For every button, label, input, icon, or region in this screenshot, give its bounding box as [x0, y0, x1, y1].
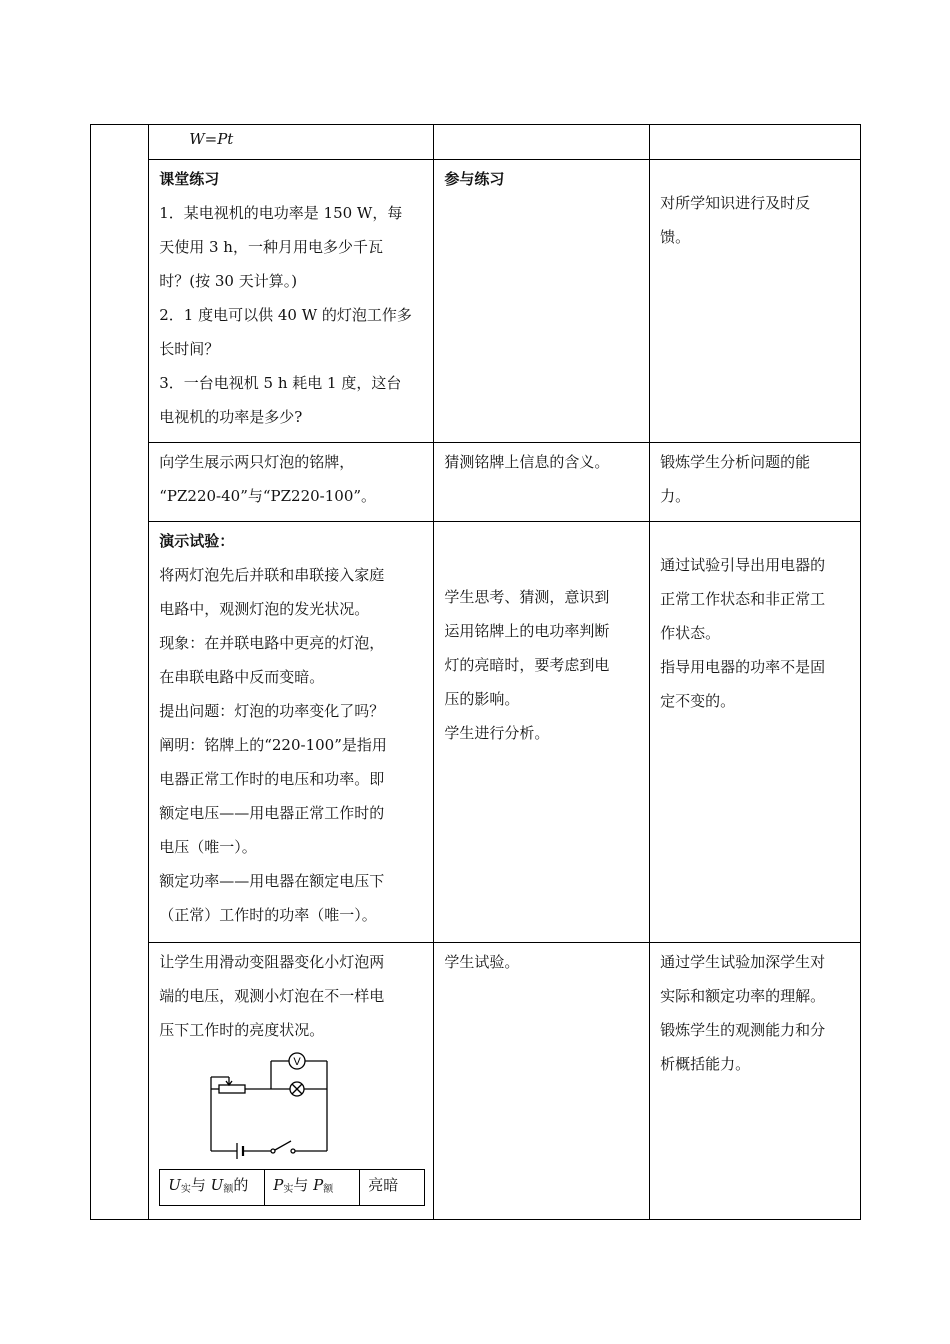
text-line: 学生进行分析。 [444, 724, 550, 742]
table-row [91, 443, 861, 522]
text-line: 端的电压，观测小灯泡在不一样电 [159, 987, 385, 1005]
section-heading: 课堂练习 [159, 170, 220, 188]
header-cell-brightness: 亮暗 [360, 1170, 425, 1206]
text-line: 电器正常工作时的电压和功率。即 [159, 770, 385, 788]
text-line: 向学生展示两只灯泡的铭牌， [159, 453, 355, 471]
text-line: 力。 [660, 487, 691, 505]
stage-column-cell [91, 125, 149, 1220]
rheostat-resistor [219, 1085, 245, 1093]
teacher-cell [149, 160, 434, 443]
brightness-table [159, 1169, 425, 1206]
voltmeter-label: V [293, 1056, 301, 1068]
student-cell [434, 125, 650, 160]
teacher-cell [149, 125, 434, 160]
text-line: 灯的亮暗时，要考虑到电 [444, 656, 610, 674]
text-line: 天使用 3 h，一种月用电多少千瓦 [159, 238, 383, 256]
table-row [91, 160, 861, 443]
switch-lever [275, 1141, 291, 1150]
text-line: 锻炼学生分析问题的能 [660, 453, 811, 471]
student-cell [434, 943, 650, 1220]
table-row [91, 943, 861, 1220]
teacher-cell [149, 443, 434, 522]
text-line: 3．一台电视机 5 h 耗电 1 度，这台 [159, 374, 402, 392]
text-line: 压的影响。 [444, 690, 520, 708]
table-row [91, 125, 861, 160]
text-line: 作状态。 [660, 624, 721, 642]
header-cell-voltage: $U_实$与 $U_额$的 [160, 1170, 265, 1206]
text-line: 额定功率——用电器在额定电压下 [159, 872, 385, 890]
text-line: 对所学知识进行及时反 [660, 194, 811, 212]
text-line: （正常）工作时的功率（唯一）。 [159, 906, 377, 924]
text-line: 2．1 度电可以供 40 W 的灯泡工作多 [159, 306, 412, 324]
student-cell [434, 522, 650, 943]
text-line: 提出问题：灯泡的功率变化了吗？ [159, 702, 385, 720]
teacher-cell [149, 522, 434, 943]
text-line: 长时间？ [159, 340, 220, 358]
text-line: 实际和额定功率的理解。 [660, 987, 826, 1005]
section-heading: 参与练习 [444, 170, 505, 188]
text-line: 额定电压——用电器正常工作时的 [159, 804, 385, 822]
student-cell [434, 160, 650, 443]
circuit-diagram [199, 1051, 329, 1163]
text-line: 指导用电器的功率不是固 [660, 658, 826, 676]
formula-text: W=Pt [189, 130, 234, 148]
lesson-plan-table [90, 124, 861, 1220]
text-line: 电视机的功率是多少? [159, 408, 303, 426]
text-line: 通过试验引导出用电器的 [660, 556, 826, 574]
text-line: 正常工作状态和非正常工 [660, 590, 826, 608]
switch-contact [291, 1149, 295, 1153]
intent-cell [650, 160, 861, 443]
text-line: 运用铭牌上的电功率判断 [444, 622, 610, 640]
text-line: 馈。 [660, 228, 691, 246]
intent-cell [650, 943, 861, 1220]
text-line: 通过学生试验加深学生对 [660, 953, 826, 971]
text-line: 现象：在并联电路中更亮的灯泡， [159, 634, 385, 652]
text-line: 定不变的。 [660, 692, 736, 710]
text-line: “PZ220-40”与“PZ220-100”。 [159, 487, 377, 505]
section-heading: 演示试验： [159, 532, 235, 550]
brightness-table-header [160, 1170, 425, 1206]
text-line: 阐明：铭牌上的“220-100”是指用 [159, 736, 387, 754]
text-line: 压下工作时的亮度状况。 [159, 1021, 325, 1039]
text-line: 时？(按 30 天计算。) [159, 272, 298, 290]
text-line: 电路中，观测灯泡的发光状况。 [159, 600, 370, 618]
table-row [91, 522, 861, 943]
text-line: 1．某电视机的电功率是 150 W，每 [159, 204, 403, 222]
header-cell-power: $P_实$与 $P_额$ [265, 1170, 360, 1206]
text-line: 将两灯泡先后并联和串联接入家庭 [159, 566, 385, 584]
intent-cell [650, 522, 861, 943]
intent-cell [650, 125, 861, 160]
text-line: 析概括能力。 [660, 1055, 751, 1073]
teacher-cell [149, 943, 434, 1220]
text-line: 在串联电路中反而变暗。 [159, 668, 325, 686]
switch-contact [271, 1149, 275, 1153]
text-line: 猜测铭牌上信息的含义。 [444, 453, 610, 471]
text-line: 学生试验。 [444, 953, 520, 971]
text-line: 锻炼学生的观测能力和分 [660, 1021, 826, 1039]
text-line: 让学生用滑动变阻器变化小灯泡两 [159, 953, 385, 971]
student-cell [434, 443, 650, 522]
intent-cell [650, 443, 861, 522]
text-line: 学生思考、猜测，意识到 [444, 588, 610, 606]
text-line: 电压（唯一）。 [159, 838, 257, 856]
